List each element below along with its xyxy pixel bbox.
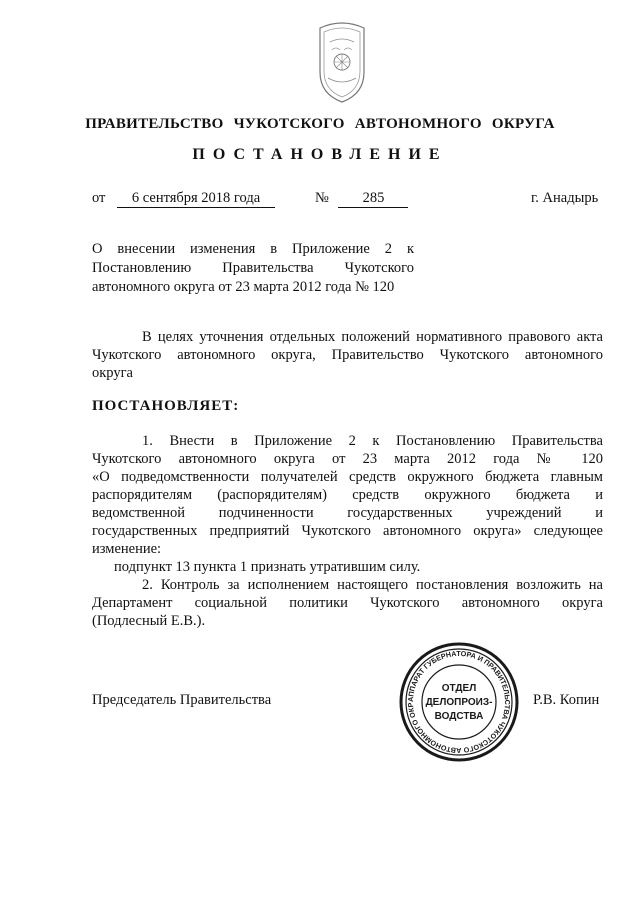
coat-of-arms-emblem xyxy=(306,22,378,106)
preamble-line: округа xyxy=(92,365,133,381)
item-2-line: 2. Контроль за исполнением настоящего постановления возложить на xyxy=(142,577,603,593)
org-word-4: ОКРУГА xyxy=(491,116,555,132)
number-value: 285 xyxy=(338,190,408,208)
resolution-items xyxy=(92,432,603,630)
date-field xyxy=(92,190,275,208)
item-1-line: 1. Внести в Приложение 2 к Постановлению Правительства xyxy=(142,433,603,449)
item-1-line: государственных предприятий Чукотского автономного округа» следующее xyxy=(92,523,603,539)
coat-of-arms-icon xyxy=(306,22,378,106)
stamp-seal-icon xyxy=(398,641,520,763)
date-value: 6 сентября 2018 года xyxy=(117,190,275,208)
item-1-line: Чукотского автономного округа от 23 марта 2012 года № 120 xyxy=(92,451,603,467)
document-type-heading: ПОСТАНОВЛЕНИЕ xyxy=(192,146,448,163)
signatory-position: Председатель Правительства xyxy=(92,692,272,708)
subject-line: О внесении изменения в Приложение 2 к xyxy=(92,241,414,257)
item-1-line: изменение: xyxy=(92,541,162,557)
signatory-name: Р.В. Копин xyxy=(533,692,600,708)
document-subject xyxy=(92,240,414,297)
subject-line: Постановлению Правительства Чукотского xyxy=(92,260,414,276)
stamp-ring-text: АППАРАТ ГУБЕРНАТОРА И ПРАВИТЕЛЬСТВА ЧУКОТСКОГО АВТОНОМНОГО ОКР xyxy=(405,648,513,756)
preamble-paragraph xyxy=(92,328,603,382)
item-1-line: распорядителям (распорядителям) средств окружного бюджета и xyxy=(92,487,603,503)
number-prefix: № xyxy=(315,190,329,206)
official-stamp xyxy=(398,641,520,763)
item-2-line: (Подлесный Е.В.). xyxy=(92,613,206,629)
subitem-line: подпункт 13 пункта 1 признать утратившим силу. xyxy=(114,559,421,575)
preamble-line: В целях уточнения отдельных положений нормативного правового акта xyxy=(142,329,603,345)
number-field xyxy=(315,190,408,208)
resolve-heading: ПОСТАНОВЛЯЕТ: xyxy=(92,398,240,414)
item-1-line: «О подведомственности получателей средств окружного бюджета главным xyxy=(92,469,603,485)
place-field: г. Анадырь xyxy=(531,190,599,206)
stamp-line: ВОДСТВА xyxy=(434,711,484,722)
org-word-3: АВТОНОМНОГО xyxy=(354,116,482,132)
preamble-line: Чукотского автономного округа, Правительство Чукотского автономного xyxy=(92,347,603,363)
date-prefix: от xyxy=(92,190,106,206)
item-2-line: Департамент социальной политики Чукотского автономного округа xyxy=(92,595,603,611)
subject-line: автономного округа от 23 марта 2012 года № 120 xyxy=(92,279,395,295)
stamp-line: ОТДЕЛ xyxy=(441,683,477,694)
org-word-2: ЧУКОТСКОГО xyxy=(233,116,345,132)
stamp-line: ДЕЛОПРОИЗ- xyxy=(425,697,493,708)
organization-title xyxy=(0,116,640,133)
org-word-1: ПРАВИТЕЛЬСТВО xyxy=(85,116,224,132)
item-1-line: ведомственной подчиненности государственных учреждений и xyxy=(92,505,603,521)
